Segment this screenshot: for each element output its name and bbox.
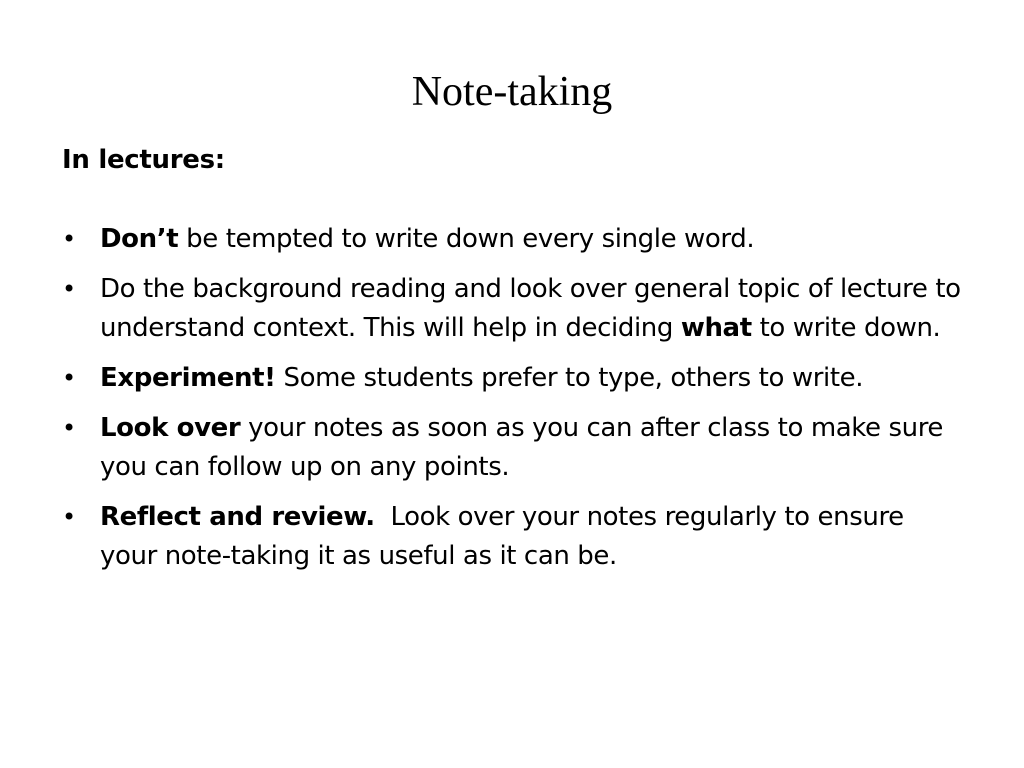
subheading: In lectures: bbox=[62, 145, 225, 175]
bullet-item bbox=[62, 359, 962, 398]
bullet-emphasis: Experiment! bbox=[100, 363, 276, 393]
slide-title: Note-taking bbox=[411, 69, 613, 115]
bullet-emphasis: what bbox=[680, 313, 752, 343]
bullet-emphasis: Don’t bbox=[100, 224, 179, 254]
bullet-item bbox=[62, 270, 962, 348]
bullet-text: to write down. bbox=[751, 313, 941, 343]
slide-content bbox=[62, 140, 962, 587]
bullet-icon: • bbox=[62, 414, 76, 442]
bullet-icon: • bbox=[62, 225, 76, 253]
bullet-text: Do the background reading and look over general topic of lecture to understand context. This will help in deciding bbox=[100, 274, 961, 343]
bullet-icon: • bbox=[62, 364, 76, 392]
bullet-icon: • bbox=[62, 275, 76, 303]
bullet-text: Some students prefer to type, others to write. bbox=[275, 363, 864, 393]
bullet-item bbox=[62, 220, 962, 259]
bullet-list bbox=[62, 220, 962, 576]
bullet-emphasis: Look over bbox=[100, 413, 241, 443]
bullet-text: be tempted to write down every single word. bbox=[178, 224, 755, 254]
bullet-emphasis: Reflect and review. bbox=[100, 502, 375, 532]
bullet-icon: • bbox=[62, 503, 76, 531]
bullet-item bbox=[62, 498, 962, 576]
bullet-item bbox=[62, 409, 962, 487]
bullet-text: your notes as soon as you can after class to make sure you can follow up on any points. bbox=[100, 413, 944, 482]
bullet-text: Look over your notes regularly to ensure your note-taking it as useful as it can be. bbox=[100, 502, 912, 571]
